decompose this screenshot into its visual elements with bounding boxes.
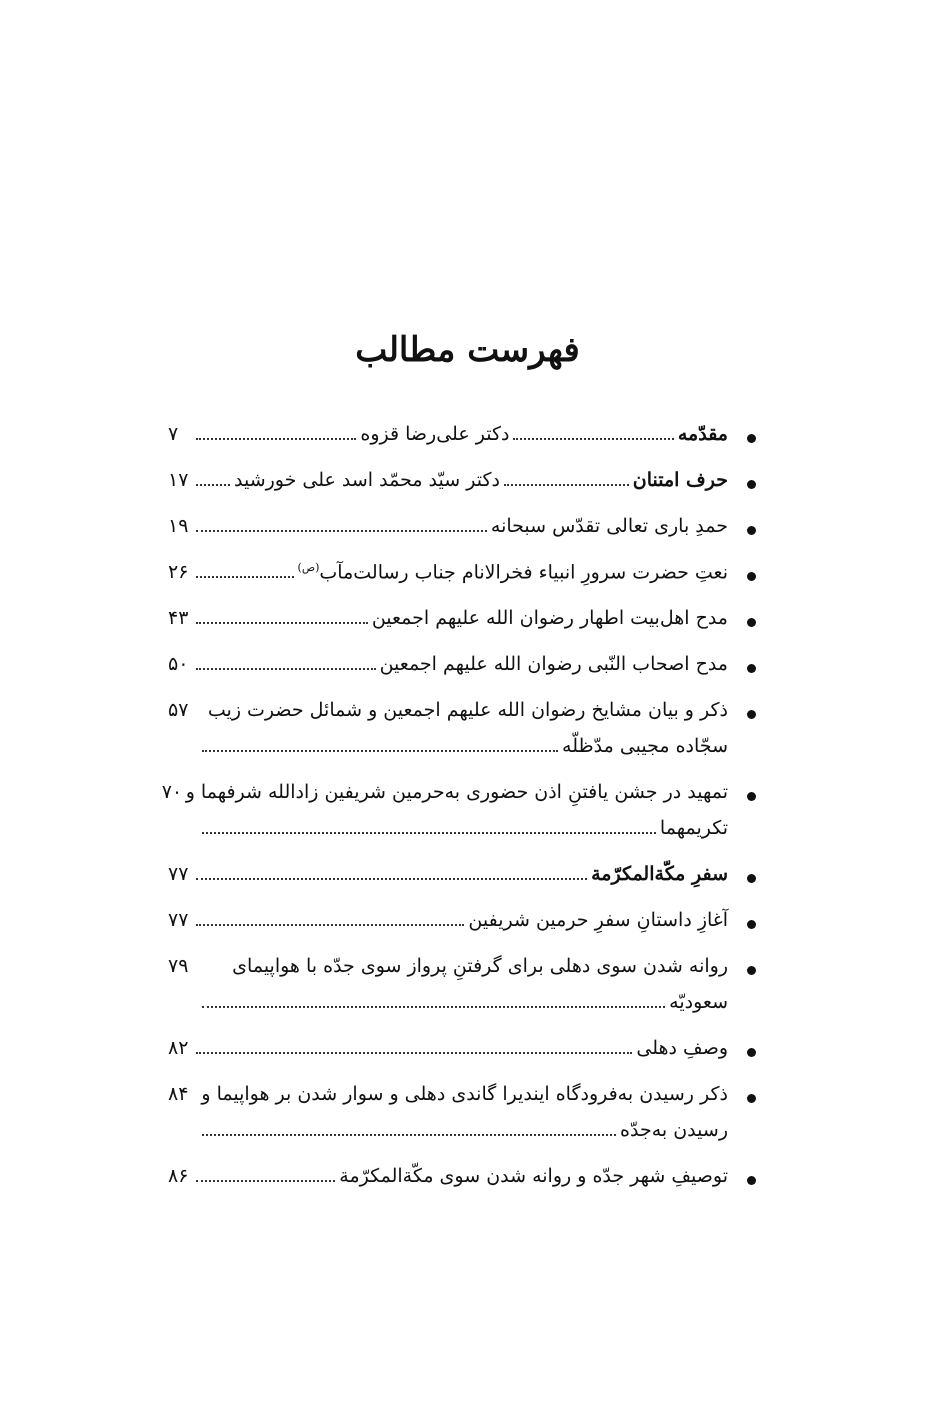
entry-title: حمدِ باری تعالی تقدّس سبحانه [490, 515, 728, 537]
page-number: ۸۲ [168, 1037, 189, 1059]
dot-leader [196, 668, 376, 670]
page-title: فهرست مطالب [355, 330, 580, 370]
entry-title: تمهید در جشن یافتنِ اذن حضوری به‌حرمین شریفین زادالله شرفهما و [185, 781, 728, 803]
bullet [747, 664, 756, 673]
page-number: ۵۷ [168, 699, 189, 721]
toc-entry[interactable] [168, 512, 760, 540]
toc-entry[interactable] [168, 558, 760, 586]
page-number: ۱۷ [168, 469, 189, 491]
toc-entry[interactable] [161, 778, 760, 842]
bullet [747, 480, 756, 489]
dot-leader [202, 750, 558, 752]
toc-entry[interactable] [168, 420, 760, 448]
toc-entry[interactable] [168, 650, 760, 678]
bullet [747, 966, 756, 975]
entry-title: روانه شدن سوی دهلی برای گرفتنِ پرواز سوی جدّه با هواپیمای [232, 955, 728, 977]
table-of-contents [161, 420, 760, 1208]
page-number: ۸۴ [168, 1083, 189, 1105]
page-number: ۷۹ [168, 955, 189, 977]
dot-leader [196, 1052, 632, 1054]
page-number: ۷۷ [168, 909, 189, 931]
entry-title: توصیفِ شهر جدّه و روانه شدن سوی مکّةالمکرّمة [339, 1165, 728, 1187]
entry-title-cont: سجّاده مجیبی مدّظلّه [562, 735, 728, 757]
page-number: ۴۳ [168, 607, 189, 629]
page-number: ۵۰ [168, 653, 189, 675]
bullet [747, 572, 756, 581]
page-number: ۱۹ [168, 515, 189, 537]
toc-entry[interactable] [168, 906, 760, 934]
dot-leader [196, 622, 368, 624]
toc-entry[interactable] [168, 860, 760, 888]
entry-title-cont: سعودیّه [669, 991, 728, 1013]
bullet [747, 1094, 756, 1103]
dot-leader [196, 530, 487, 532]
dot-leader [202, 1134, 616, 1136]
page-number: ۷۷ [168, 863, 189, 885]
page-number: ۸۶ [168, 1165, 189, 1187]
dot-leader [196, 924, 464, 926]
toc-entry[interactable] [168, 466, 760, 494]
entry-title: ذکر رسیدن به‌فرودگاه ایندیرا گاندی دهلی و سوار شدن بر هواپیما و [201, 1083, 728, 1105]
dot-leader [202, 1006, 665, 1008]
entry-title: ذکر و بیان مشایخ رضوان الله علیهم اجمعین و شمائل حضرت زیب [207, 699, 728, 721]
bullet [747, 920, 756, 929]
dot-leader [196, 878, 587, 880]
entry-title: نعتِ حضرت سرورِ انبیاء فخرالانام جناب رسالت‌مآب [319, 561, 728, 583]
dot-leader [196, 576, 294, 578]
honorific: (ص) [297, 560, 320, 574]
dot-leader [202, 832, 656, 834]
toc-entry[interactable] [168, 1162, 760, 1190]
dot-leader [196, 438, 356, 440]
toc-entry[interactable] [168, 604, 760, 632]
bullet [747, 710, 756, 719]
entry-title-cont: تکریمهما [659, 817, 728, 839]
entry-author: دکتر علی‌رضا قزوه [360, 423, 510, 445]
entry-title: مدح اصحاب النّبی رضوان الله علیهم اجمعین [379, 653, 728, 675]
toc-entry[interactable] [168, 1034, 760, 1062]
bullet [747, 792, 756, 801]
bullet [747, 874, 756, 883]
entry-title: مقدّمه [677, 423, 728, 445]
bullet [747, 618, 756, 627]
toc-entry[interactable] [168, 1080, 760, 1144]
toc-entry[interactable] [168, 952, 760, 1016]
bullet [747, 434, 756, 443]
dot-leader [196, 484, 230, 486]
bullet [747, 1048, 756, 1057]
entry-title: حرف امتنان [632, 469, 728, 491]
bullet [747, 526, 756, 535]
entry-title-cont: رسیدن به‌جدّه [620, 1119, 728, 1141]
dot-leader [196, 1180, 335, 1182]
page-number: ۷۰ [161, 781, 183, 803]
entry-title: آغازِ داستانِ سفرِ حرمین شریفین [468, 909, 728, 931]
toc-entry[interactable] [168, 696, 760, 760]
page-number: ۷ [167, 423, 179, 445]
page-number: ۲۶ [168, 561, 189, 583]
entry-author: دکتر سیّد محمّد اسد علی خورشید [234, 469, 500, 491]
entry-title: سفرِ مکّةالمکرّمة [591, 863, 728, 885]
dot-leader [513, 438, 673, 440]
entry-title: وصفِ دهلی [636, 1037, 728, 1059]
bullet [747, 1176, 756, 1185]
dot-leader [504, 484, 629, 486]
entry-title: مدح اهل‌بیت اطهار رضوان الله علیهم اجمعین [371, 607, 728, 629]
